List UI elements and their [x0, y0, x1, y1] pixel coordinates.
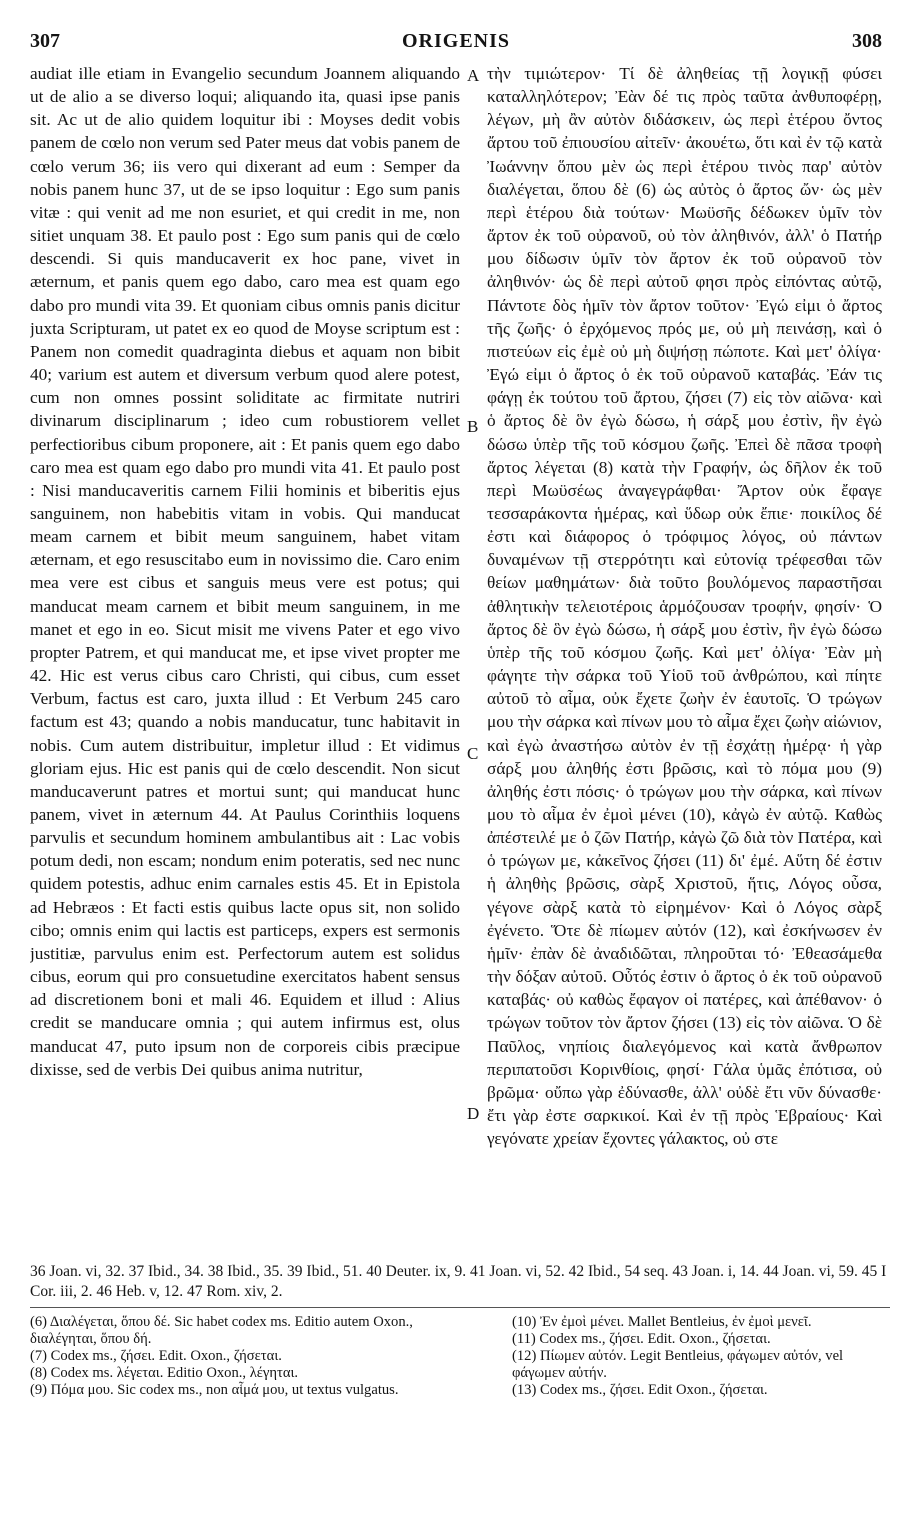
critical-note: (6) Διαλέγεται, ὅπου δέ. Sic habet codex ms. Editio autem Oxon., διαλέγηται, ὅπου δή. [30, 1314, 413, 1347]
running-title: ORIGENIS [401, 30, 511, 52]
margin-marker-b: B [467, 417, 479, 436]
latin-text: audiat ille etiam in Evangelio secundum Joannem aliquando ut de alio a se diverso loqui; aliquando ita, quasi ipse panis sit. Ac ut de alio quidem loquitur ibi : Moyses dedit vobis panem de cœlo non verum sed Pater meus dat vobis panem de cœlo verum 36; iis vero qui dixerant ad eum : Semper da nobis panem hunc 37, ut de se ipso loquitur : Ego sum panis vitæ : qui venit ad me non esuriet, et qui credit in me, non sitiet unquam 38. Et paulo post : Ego sum panis qui de cœlo descendi. Si quis manducaverit ex hoc pane, vivet in æternum, et panis quem ego dabo, caro mea est quam ego dabo pro mundi vita 39. Et quoniam cibus omnis panis dicitur juxta Scripturam, ut patet ex eo quod de Moyse scriptum est : Panem non comedit quadraginta diebus et aquam non bibit 40; varium est autem et diversum verbum quod alere potest, cum non omnes possint soliditate ac firmitate nutriri divinarum disciplinarum ; ideo cum robustiorem vellet perfectioribus cibum proponere, ait : Et panis quem ego dabo caro mea est quam ego dabo pro mundi vita 41. Et paulo post : Nisi manducaveritis carnem Filii hominis et biberitis ejus sanguinem, non habebitis vitam in vobis. Qui manducat meam carnem et bibit meum sanguinem, habet vitam æternam, et ego resuscitabo eum in novissimo die. Caro enim mea vere est cibus et sanguis meus vere est potus; qui manducat meam carnem et bibit meum sanguinem, in me manet et ego in eo. Sicut misit me vivens Pater et ego vivo propter Patrem, et qui manducat me, et ipse vivet propter me 42. Hic est verus cibus caro Christi, qui cibus, cum esset Verbum, factus est caro, juxta illud : Et Verbum 245 caro factum est 43; quando a nobis manducatur, tunc habitavit in nobis. Cum autem distribuitur, impletur illud : Et vidimus gloriam ejus. Hic est panis qui de cœlo descendit. Non sicut manducaverunt patres et mortui sunt; qui manducat hunc panem, vivet in æternum 44. At Paulus Corinthiis loquens parvulis et secundum hominem ambulantibus ait : Lac vobis potum dedi, non escam; nondum enim poteratis, sed nec nunc quidem potestis, adhuc enim carnales estis 45. Et in Epistola ad Hebræos : Et facti estis quibus lacte opus sit, non solido cibo; omnis enim qui lactis est particeps, expers est sermonis justitiæ, parvulus enim est. Perfectorum autem est solidus cibus, eorum qui pro consuetudine exercitatos habent sensus ad discretionem boni et mali 46. Equidem et illud : Alius credit se manducare omnia ; qui autem infirmus est, olus manducat 47, puto ipsum non de corporeis cibis præcipue dixisse, sed de verbis Dei quibus anima nutritur, [30, 64, 460, 1079]
margin-marker-d: D [467, 1104, 480, 1123]
margin-marker-a: A [467, 66, 480, 85]
critical-note: (13) Codex ms., ζήσει. Edit Oxon., ζήσεται. [512, 1382, 768, 1398]
critical-notes-right [512, 1314, 892, 1399]
critical-note: (12) Πίωμεν αὐτόν. Legit Bentleius, φάγωμεν αὐτόν, vel φάγωμεν αὐτήν. [512, 1348, 844, 1381]
scripture-references: 36 Joan. vi, 32. 37 Ibid., 34. 38 Ibid., 35. 39 Ibid., 51. 40 Deuter. ix, 9. 41 Joan. vi, 52. 42 Ibid., 54 seq. 43 Joan. i, 14. 44 Joan. vi, 59. 45 I Cor. iii, 2. 46 Heb. v, 12. 47 Rom. xiv, 2. [30, 1263, 887, 1300]
page-number-right: 308 [852, 30, 882, 52]
critical-notes-left [30, 1314, 470, 1399]
margin-marker-c: C [467, 744, 479, 763]
running-header [30, 30, 882, 56]
critical-note: (8) Codex ms. λέγεται. Editio Oxon., λέγηται. [30, 1365, 299, 1381]
critical-note: (10) Ἐν ἐμοὶ μένει. Mallet Bentleius, ἐν ἐμοὶ μενεῖ. [512, 1314, 812, 1330]
critical-note: (9) Πόμα μου. Sic codex ms., non αἷμά μου, ut textus vulgatus. [30, 1382, 399, 1398]
critical-note: (11) Codex ms., ζήσει. Edit. Oxon., ζήσεται. [512, 1331, 771, 1347]
greek-text: τὴν τιμιώτερον· Τί δὲ ἀληθείας τῇ λογικῇ φύσει καταλληλότερον; Ἐὰν δέ τις πρὸς ταῦτα ἀνθυποφέρῃ, λέγων, μὴ ἂν αὐτὸν διδάσκειν, ὡς περὶ ἑτέρου ὄντος ἄρτου τοῦ ἐπιουσίου αἰτεῖν· ἀκουέτω, ὅτι καὶ ἐν τῷ κατὰ Ἰωάννην ὅπου μὲν ὡς περὶ ἑτέρου τινὸς παρ' αὐτὸν διαλέγεται, ὅπου δὲ (6) ὡς αὐτὸς ὁ ἄρτος ὤν· ὡς μὲν περὶ ἑτέρου διὰ τούτων· Μωϋσῆς δέδωκεν ὑμῖν τὸν ἄρτον ἐκ τοῦ οὐρανοῦ, οὐ τὸν ἀληθινόν, ἀλλ' ὁ Πατήρ μου δίδωσιν ὑμῖν τὸν ἄρτον ἐκ τοῦ οὐρανοῦ τὸν ἀληθινόν· ὡς δὲ περὶ αὐτοῦ φησι πρὸς εἰπόντας αὐτῷ, Πάντοτε δὸς ἡμῖν τὸν ἄρτον τοῦτον· Ἐγώ εἰμι ὁ ἄρτος τῆς ζωῆς· ὁ ἐρχόμενος πρός με, οὐ μὴ πεινάσῃ, καὶ ὁ πιστεύων εἰς ἐμὲ οὐ μὴ διψήσῃ πώποτε. Καὶ μετ' ὀλίγα· Ἐγώ εἰμι ὁ ἄρτος ὁ ἐκ τοῦ οὐρανοῦ καταβάς. Ἐάν τις φάγῃ ἐκ τούτου τοῦ ἄρτου, ζήσει (7) εἰς τὸν αἰῶνα· καὶ ὁ ἄρτος δὲ ὃν ἐγὼ δώσω, ἡ σάρξ μου ἐστὶν, ἣν ἐγὼ δώσω ὑπὲρ τῆς τοῦ κόσμου ζωῆς. Ἐπεὶ δὲ πᾶσα τροφὴ ἄρτος λέγεται (8) κατὰ τὴν Γραφήν, ὡς δῆλον ἐκ τοῦ περὶ Μωϋσέως ἀναγεγράφθαι· Ἄρτον οὐκ ἔφαγε τεσσαράκοντα ἡμέρας, καὶ ὕδωρ οὐκ ἔπιε· ποικίλος δέ ἐστι καὶ διάφορος ὁ τρόφιμος λόγος, οὐ πάντων δυναμένων τῇ στερρότητι καὶ εὐτονίᾳ τρέφεσθαι τῶν θείων μαθημάτων· διὰ τοῦτο βουλόμενος παραστῆσαι ἀθλητικὴν τελειοτέροις ἁρμόζουσαν τροφήν, φησίν· Ὁ ἄρτος δὲ ὃν ἐγὼ δώσω, ἡ σάρξ μου ἐστὶν, ἣν ἐγὼ δώσω ὑπὲρ τῆς τοῦ κόσμου ζωῆς. Καὶ μετ' ὀλίγα· Ἐὰν μὴ φάγητε τὴν σάρκα τοῦ Υἱοῦ τοῦ ἀνθρώπου, καὶ πίητε αὐτοῦ τὸ αἷμα, οὐκ ἔχετε ζωὴν ἐν ἑαυτοῖς. Ὁ τρώγων μου τὴν σάρκα καὶ πίνων μου τὸ αἷμα ἔχει ζωὴν αἰώνιον, καὶ ἐγὼ ἀναστήσω αὐτὸν ἐν τῇ ἐσχάτῃ ἡμέρᾳ· ἡ γὰρ σάρξ μου ἀληθής ἐστι βρῶσις, καὶ τὸ πόμα μου (9) ἀληθής ἐστι πόσις· ὁ τρώγων μου τὴν σάρκα, καὶ πίνων μου τὸ αἷμα ἐν ἐμοὶ μένει (10), κἀγὼ ἐν αὐτῷ. Καθὼς ἀπέστειλέ με ὁ ζῶν Πατήρ, κἀγὼ ζῶ διὰ τὸν Πατέρα, καὶ ὁ τρώγων με, κἀκεῖνος ζήσει (11) δι' ἐμέ. Αὕτη δέ ἐστιν ἡ ἀληθὴς βρῶσις, σὰρξ Χριστοῦ, ἥτις, Λόγος οὖσα, γέγονε σὰρξ κατὰ τὸ εἰρημένον· Καὶ ὁ Λόγος σὰρξ ἐγένετο. Ὅτε δὲ πίωμεν αὐτόν (12), καὶ ἐσκήνωσεν ἐν ἡμῖν· ἐπὰν δὲ ἀναδιδῶται, πληροῦται τό· Ἐθεασάμεθα τὴν δόξαν αὐτοῦ. Οὗτός ἐστιν ὁ ἄρτος ὁ ἐκ τοῦ οὐρανοῦ καταβάς· οὐ καθὼς ἔφαγον οἱ πατέρες, καὶ ἀπέθανον· ὁ τρώγων τοῦτον τὸν ἄρτον ζήσει (13) εἰς τὸν αἰῶνα. Ὁ δὲ Παῦλος, νηπίοις διαλεγόμενος καὶ κατὰ ἄνθρωπον περιπατοῦσι Κορινθίοις, φησί· Γάλα ὑμᾶς ἐπότισα, οὐ βρῶμα· οὔπω γὰρ ἐδύνασθε, ἀλλ' οὐδὲ ἔτι νῦν δύνασθε· ἔτι γὰρ ἐστε σαρκικοί. Καὶ ἐν τῇ πρὸς Ἑβραίους· Καὶ γεγόνατε χρείαν ἔχοντες γάλακτος, οὐ στε [487, 64, 882, 1149]
latin-text-column [30, 62, 460, 1254]
greek-text-column [487, 62, 882, 1254]
notes-divider [30, 1307, 890, 1308]
page-number-left: 307 [30, 30, 60, 52]
critical-note: (7) Codex ms., ζήσει. Edit. Oxon., ζήσεται. [30, 1348, 282, 1364]
